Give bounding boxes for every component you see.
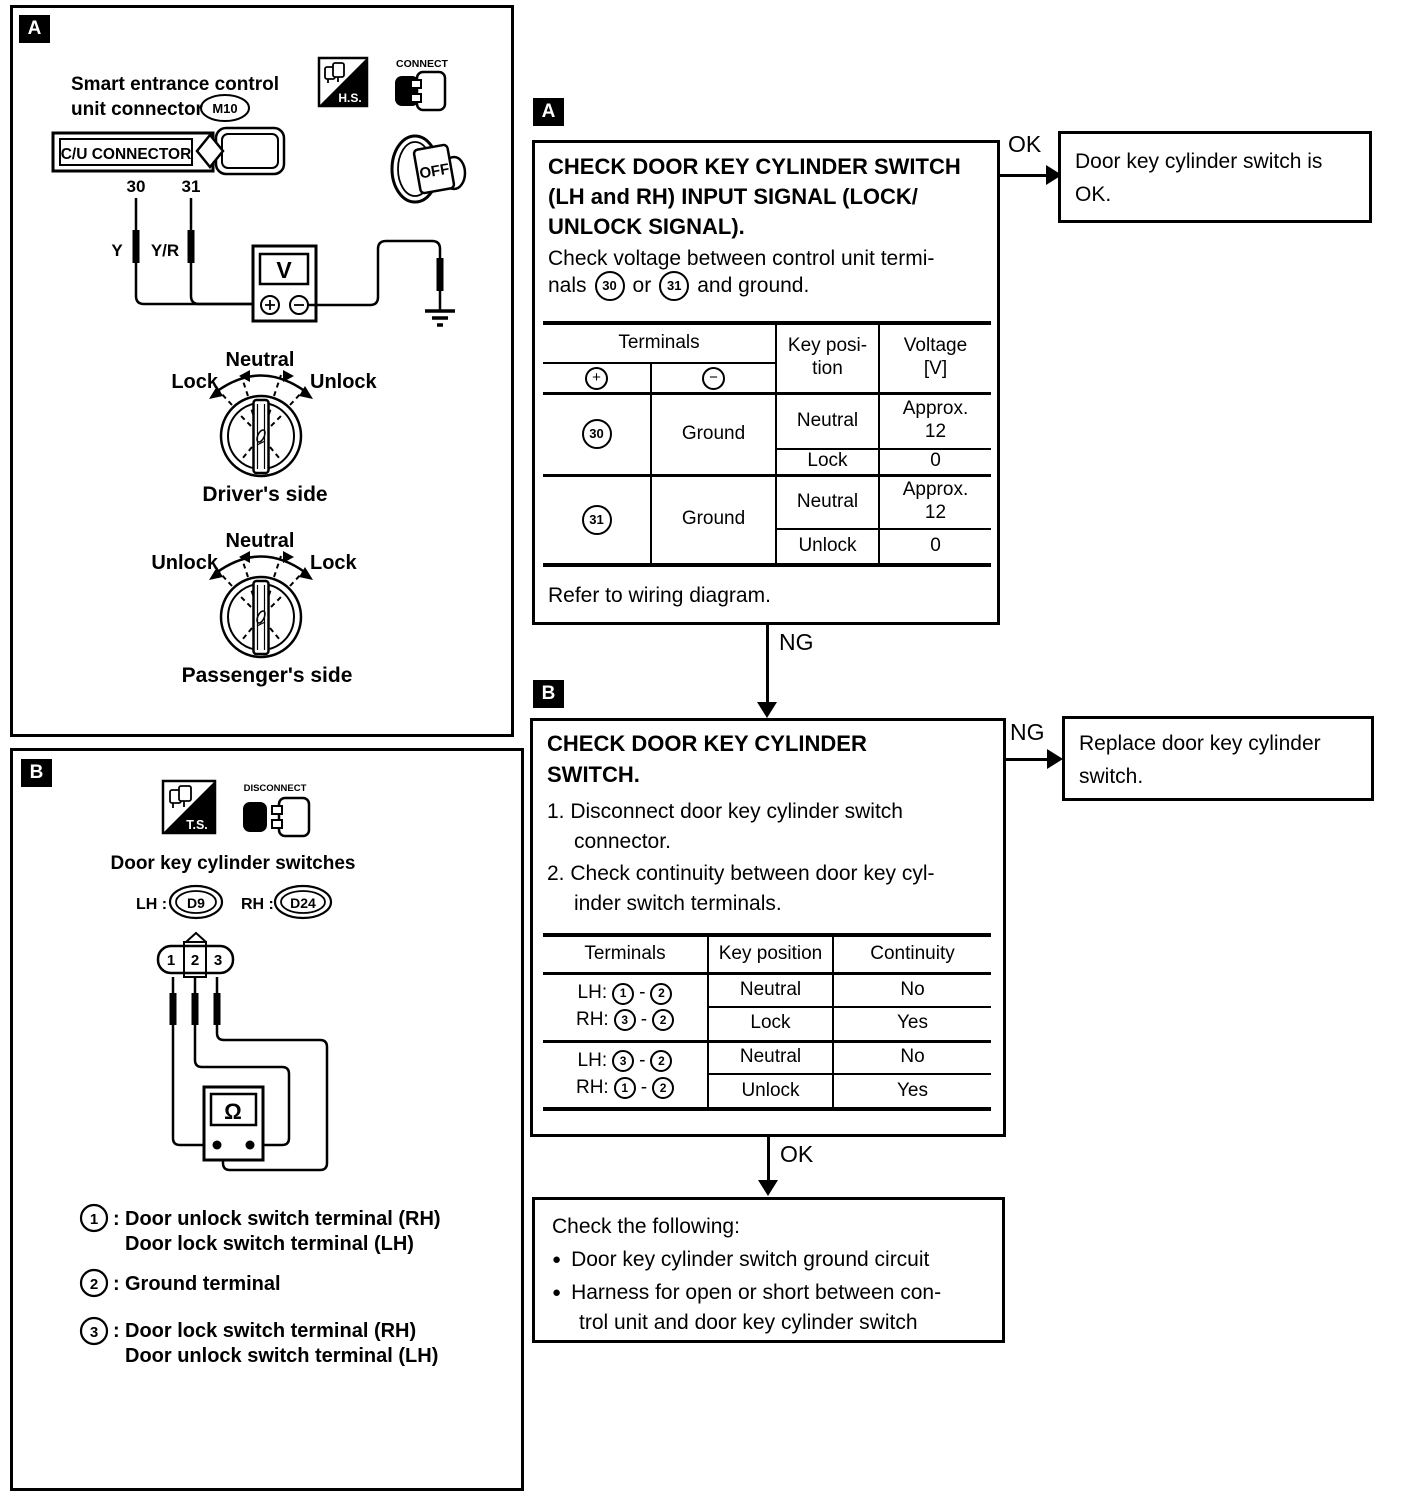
terminal-legend (81, 1205, 441, 1367)
ts-label: T.S. (186, 818, 208, 832)
t1-header-terminals: Terminals (543, 323, 776, 363)
t1-g1-r2-key: Lock (776, 449, 879, 475)
table-row (543, 393, 991, 449)
box1-body-end: and ground. (697, 274, 810, 297)
ok-label-2: OK (780, 1141, 814, 1167)
box3-item2-line1: ● Harness for open or short between con- (552, 1278, 941, 1308)
connect-label: CONNECT (396, 58, 448, 70)
box1-body-or: or (632, 274, 652, 297)
t2-g1-terminals: LH: 1 - 2 RH: 3 - 2 (543, 973, 708, 1041)
legend-2-colon: : (113, 1273, 120, 1295)
t2-g1-r1-key: Neutral (708, 973, 833, 1007)
hs-tool-icon (319, 58, 367, 106)
box2-step1-line2: connector. (574, 830, 671, 853)
ng-arrow-2 (1003, 758, 1050, 761)
passenger-dial-lock-label: Lock (310, 552, 357, 574)
voltage-table (543, 321, 991, 567)
flow-box-check-switch (530, 718, 1006, 1137)
ng-arrowhead-2 (1047, 749, 1063, 769)
rh-label: RH : (241, 896, 274, 913)
t2-g2-r1-key: Neutral (708, 1041, 833, 1074)
ng-label-1: NG (779, 629, 814, 655)
connector-ids (136, 886, 331, 918)
table-row (543, 1041, 991, 1074)
table-row (543, 475, 991, 529)
ng-arrow-1 (766, 625, 769, 705)
passenger-key-cylinder-dial (151, 530, 357, 687)
t1-g2-r2-key: Unlock (776, 529, 879, 565)
t2-g2-terminals: LH: 3 - 2 RH: 1 - 2 (543, 1041, 708, 1109)
connect-icon (395, 58, 449, 110)
panel-a-caption-line2: unit connector (71, 99, 203, 120)
disconnect-icon (243, 783, 309, 836)
ok-arrow-2 (767, 1137, 770, 1183)
switch-connector-pins (158, 933, 233, 977)
t1-g1-r2-volt: 0 (879, 449, 991, 475)
t1-g1-r1-key: Neutral (776, 393, 879, 449)
legend-1-line2: Door lock switch terminal (LH) (125, 1233, 414, 1255)
t1-g1-neg: Ground (651, 393, 776, 475)
ng-label-2: NG (1010, 719, 1045, 745)
flow-section-a-label: A (533, 98, 564, 126)
box2-title-line2: SWITCH. (547, 762, 640, 787)
terminal-30-circle: 30 (595, 271, 625, 301)
box1-body-line1: Check voltage between control unit termi- (548, 247, 935, 270)
driver-side-caption: Driver's side (202, 483, 328, 506)
legend-3-colon: : (113, 1320, 120, 1342)
legend-3-line2: Door unlock switch terminal (LH) (125, 1345, 439, 1367)
box2-step1-line1: 1. Disconnect door key cylinder switch (547, 800, 903, 823)
t2-g2-r2-key: Unlock (708, 1074, 833, 1109)
pin-circle: 1 (614, 1077, 636, 1099)
flow-section-b-label: B (533, 680, 564, 708)
voltmeter-label: V (276, 257, 292, 283)
box3-item2-line2: trol unit and door key cylinder switch (579, 1311, 918, 1334)
ok-arrow-1 (997, 174, 1049, 177)
box3-item1: ● Door key cylinder switch ground circuit (552, 1245, 929, 1275)
flow-box-check-input-signal (532, 140, 1000, 625)
disconnect-label: DISCONNECT (243, 783, 307, 794)
box1-title-line2: (LH and RH) INPUT SIGNAL (LOCK/ (548, 184, 918, 209)
legend-1-colon: : (113, 1208, 120, 1230)
legend-1-line1: Door unlock switch terminal (RH) (125, 1208, 441, 1230)
pin-circle: 2 (650, 1050, 672, 1072)
flow-box-check-following (532, 1197, 1005, 1343)
legend-3-num: 3 (89, 1324, 99, 1341)
pin-circle: 2 (652, 1009, 674, 1031)
result1-line1: Door key cylinder switch is (1075, 150, 1323, 173)
t1-g2-r2-volt: 0 (879, 529, 991, 565)
terminal-31-label: 31 (181, 177, 201, 196)
cu-connector-graphic (53, 128, 284, 174)
panel-a-caption-line1: Smart entrance control (71, 74, 279, 95)
ok-arrowhead-2 (758, 1180, 778, 1196)
ohmmeter (204, 1087, 263, 1160)
pin-circle: 1 (612, 983, 634, 1005)
legend-1-num: 1 (89, 1211, 99, 1228)
panel-b-label: B (21, 759, 52, 787)
t2-g1-r1-val: No (833, 973, 991, 1007)
wiring-diagram-b (13, 751, 521, 1488)
illustration-panel-a (10, 5, 514, 737)
panel-a-label: A (19, 15, 50, 43)
legend-2-num: 2 (89, 1276, 99, 1293)
ignition-key-off-icon (392, 136, 465, 202)
ng-arrowhead-1 (757, 702, 777, 718)
pin-circle: 2 (650, 983, 672, 1005)
t2-g2-r2-val: Yes (833, 1074, 991, 1109)
lh-label: LH : (136, 896, 168, 913)
t2-header-keypos: Key position (708, 935, 833, 973)
driver-dial-lock-label: Lock (171, 371, 218, 393)
box3-intro: Check the following: (552, 1215, 740, 1238)
hs-label: H.S. (338, 91, 362, 105)
passenger-dial-unlock-label: Unlock (151, 552, 218, 574)
driver-key-cylinder-dial (171, 349, 377, 506)
ts-tool-icon (163, 781, 215, 833)
off-label: OFF (418, 160, 451, 183)
circled-minus-icon: − (702, 367, 725, 390)
ground-symbol-icon (425, 311, 455, 325)
box1-title-line1: CHECK DOOR KEY CYLINDER SWITCH (548, 154, 961, 179)
t1-g1-pos: 30 (582, 419, 612, 449)
lh-connector-id: D9 (187, 895, 205, 911)
ok-label-1: OK (1008, 131, 1042, 157)
box1-footer: Refer to wiring diagram. (548, 584, 771, 607)
t1-g2-neg: Ground (651, 475, 776, 565)
pin-circle: 3 (612, 1050, 634, 1072)
wire-color-y: Y (111, 241, 123, 260)
t1-g2-r1-key: Neutral (776, 475, 879, 529)
t1-header-voltage: Voltage [V] (879, 323, 991, 393)
box2-step2-line1: 2. Check continuity between door key cyl- (547, 862, 935, 885)
illustration-panel-b (10, 748, 524, 1491)
passenger-side-caption: Passenger's side (181, 664, 353, 687)
box2-step2-line2: inder switch terminals. (574, 892, 782, 915)
result-box-switch-ok (1058, 131, 1372, 223)
pin-3-label: 3 (213, 952, 223, 969)
ohmmeter-label: Ω (224, 1099, 242, 1124)
box1-title-line3: UNLOCK SIGNAL). (548, 214, 745, 239)
terminal-30-label: 30 (126, 177, 146, 196)
result2-line2: switch. (1079, 765, 1144, 788)
t1-g2-r1-volt: Approx. 12 (879, 475, 991, 529)
t2-header-terminals: Terminals (543, 935, 708, 973)
pin-2-label: 2 (190, 952, 200, 969)
t1-header-keypos: Key posi- tion (776, 323, 879, 393)
t2-g1-r2-key: Lock (708, 1007, 833, 1041)
voltmeter (253, 246, 316, 321)
t2-g2-r1-val: No (833, 1041, 991, 1074)
pin-1-label: 1 (166, 952, 176, 969)
legend-2-line1: Ground terminal (125, 1273, 281, 1295)
pin-circle: 3 (614, 1009, 636, 1031)
cu-connector-label: C/U CONNECTOR (60, 146, 192, 163)
table-row (543, 973, 991, 1007)
panel-b-caption: Door key cylinder switches (110, 853, 356, 874)
t1-g2-pos: 31 (582, 505, 612, 535)
t1-g1-r1-volt: Approx. 12 (879, 393, 991, 449)
box1-body-nals: nals (548, 274, 587, 297)
box1-body-line2 (548, 271, 809, 301)
bullet-icon: ● (552, 1251, 562, 1268)
passenger-dial-neutral-label: Neutral (225, 530, 295, 552)
continuity-table (543, 933, 991, 1111)
ground-wire (308, 241, 455, 325)
terminal-31-circle: 31 (659, 271, 689, 301)
result1-line2: OK. (1075, 183, 1112, 206)
t2-header-continuity: Continuity (833, 935, 991, 973)
result-box-replace-switch (1062, 716, 1374, 801)
pin-circle: 2 (652, 1077, 674, 1099)
wire-color-yr: Y/R (150, 241, 180, 260)
t1-plus-header (543, 363, 651, 393)
driver-dial-unlock-label: Unlock (310, 371, 377, 393)
driver-dial-neutral-label: Neutral (225, 349, 295, 371)
bullet-icon: ● (552, 1284, 562, 1301)
t2-g1-r2-val: Yes (833, 1007, 991, 1041)
wiring-diagram-a (13, 8, 511, 734)
t1-minus-header (651, 363, 776, 393)
connector-id: M10 (212, 101, 238, 116)
rh-connector-id: D24 (290, 895, 316, 911)
circled-plus-icon: + (585, 367, 608, 390)
box2-title-line1: CHECK DOOR KEY CYLINDER (547, 731, 867, 756)
legend-3-line1: Door lock switch terminal (RH) (125, 1320, 417, 1342)
result2-line1: Replace door key cylinder (1079, 732, 1321, 755)
